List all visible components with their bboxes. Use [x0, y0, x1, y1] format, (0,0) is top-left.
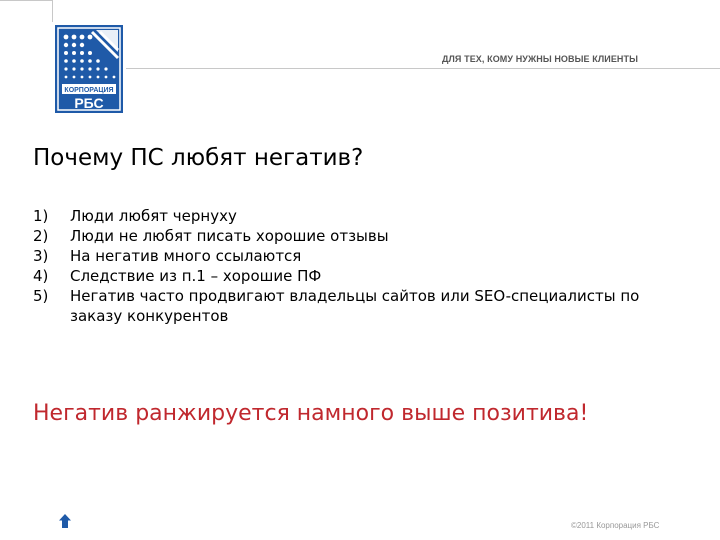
list-item	[33, 246, 693, 266]
reasons-list	[33, 206, 693, 326]
arrow-up-icon[interactable]	[56, 512, 74, 530]
list-item	[33, 206, 693, 226]
list-item	[33, 266, 693, 286]
list-item-text: На негатив много ссылаются	[70, 247, 302, 265]
list-item-text: Следствие из п.1 – хорошие ПФ	[70, 267, 322, 285]
list-item-text: Люди любят чернуху	[70, 207, 237, 225]
rbs-logo	[52, 22, 126, 116]
list-item-text: Негатив часто продвигают владельцы сайтов или SEO-специалисты по заказу конкурентов	[70, 287, 640, 325]
list-item	[33, 286, 693, 326]
list-item-number: 1)	[33, 207, 49, 225]
slide-conclusion: Негатив ранжируется намного выше позитива!	[33, 401, 589, 426]
header-tagline: ДЛЯ ТЕХ, КОМУ НУЖНЫ НОВЫЕ КЛИЕНТЫ	[442, 54, 639, 64]
logo-text-top: КОРПОРАЦИЯ	[64, 87, 114, 94]
header-divider	[52, 68, 720, 69]
list-item-text: Люди не любят писать хорошие отзывы	[70, 227, 389, 245]
list-item-number: 3)	[33, 247, 49, 265]
list-item	[33, 226, 693, 246]
logo-text-bottom: РБС	[74, 95, 104, 111]
list-item-number: 5)	[33, 287, 49, 305]
footer-copyright: ©2011 Корпорация РБС	[571, 521, 660, 530]
list-item-number: 4)	[33, 267, 49, 285]
frame-line	[0, 0, 52, 1]
list-item-number: 2)	[33, 227, 49, 245]
slide-title: Почему ПС любят негатив?	[33, 145, 364, 171]
